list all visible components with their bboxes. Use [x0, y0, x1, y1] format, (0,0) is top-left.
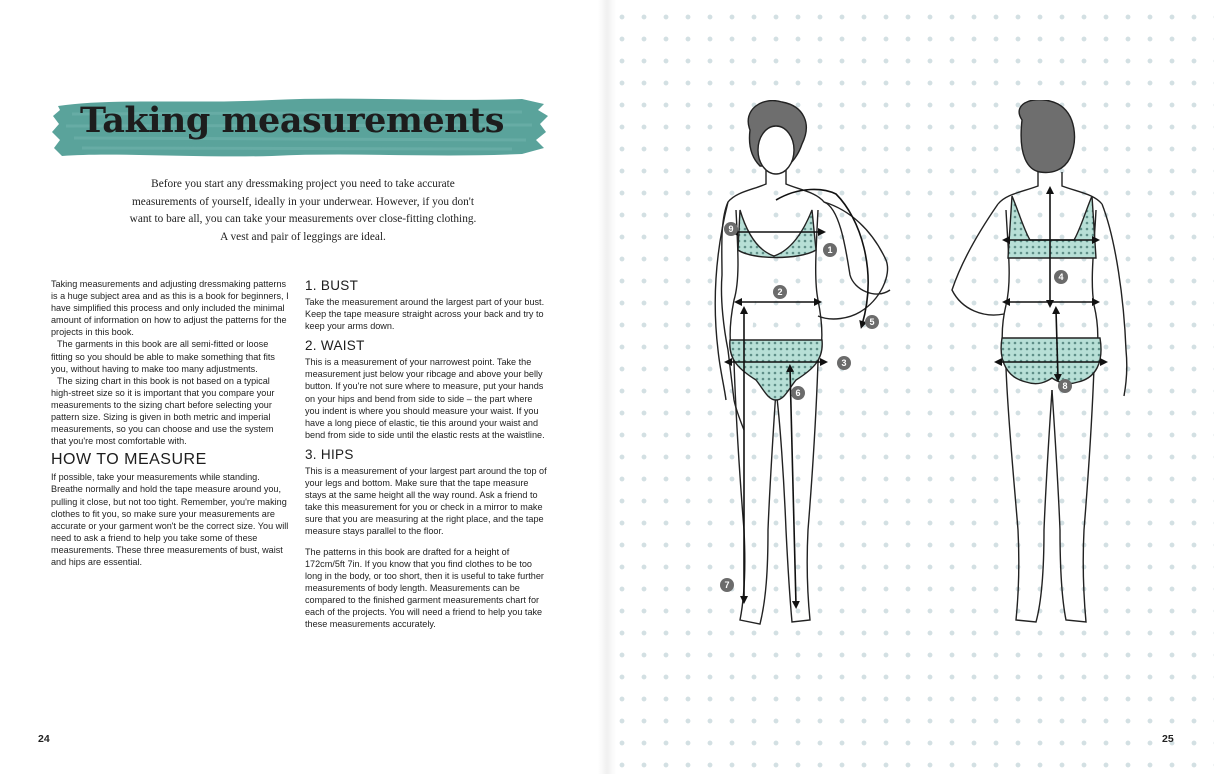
- measurement-figures-illustration: [700, 100, 1140, 640]
- body-paragraph: The sizing chart in this book is not based on a typical high-street size so it is important that you compare your measurements to the sizing chart before selecting your pattern size. Sizing is given in both metric and imperial measurements, so you can choose and use the system that you're most comfortable with.: [51, 375, 275, 447]
- marker-6: [791, 386, 805, 400]
- svg-text:8: 8: [1062, 381, 1068, 391]
- svg-text:5: 5: [869, 317, 875, 327]
- page-number-right: 25: [1162, 733, 1174, 745]
- body-paragraph: Taking measurements and adjusting dressmaking patterns is a huge subject area and as this is a book for beginners, I have simplified this process and only included the minimal amount of information on how to adjust the patterns for the projects in this book.: [51, 279, 289, 338]
- page-title: Taking measurements: [80, 100, 504, 141]
- hips-description: This is a measurement of your largest part around the top of your legs and bottom. Make sure that the tape measure stays at the same height all the way round. Ask a friend to take this measurement for you or check in a mirror to make sure that you are measuring at the right place, and the tape measure stays parallel to the floor.: [305, 465, 547, 537]
- svg-text:7: 7: [724, 580, 730, 590]
- heading-bust: 1. BUST: [305, 278, 359, 293]
- svg-text:2: 2: [777, 287, 783, 297]
- book-gutter: [598, 0, 616, 774]
- marker-8: [1058, 379, 1072, 393]
- left-text-column: [51, 278, 291, 568]
- svg-text:3: 3: [841, 358, 847, 368]
- page-number-left: 24: [38, 733, 50, 745]
- marker-1: [823, 243, 837, 257]
- bust-description: Take the measurement around the largest part of your bust. Keep the tape measure straight across your back and try to keep your arms down.: [305, 297, 545, 332]
- heading-waist: 2. WAIST: [305, 338, 365, 354]
- svg-text:9: 9: [728, 224, 734, 234]
- intro-paragraph: Before you start any dressmaking project you need to take accurate measurements of yourself, ideally in your underwear. However, if you don't want to bare all, you can take your measurements over close-fitting clothing. A vest and pair of leggings are ideal.: [129, 178, 477, 243]
- marker-4: [1054, 270, 1068, 284]
- waist-description: This is a measurement of your narrowest point. Take the measurement just below your ribcage and above your belly button. If you're not sure where to measure, put your hands on your hips and bend from side to side – the part where you indent is where you should measure your waist. If you have a long piece of elastic, tie this around your waist and bend from side to side until the elastic rests at the waistline.: [305, 357, 545, 440]
- body-paragraph: If possible, take your measurements while standing. Breathe normally and hold the tape measure around you, pulling it close, but not too tight. Remember, you're making clothes to fit you, so make sure your measurements are accurate or your garment won't be the correct size. You will need to ask a friend to help you take some of these measurements. These three measurements of bust, waist and hips are essential.: [51, 472, 289, 567]
- marker-9: [724, 222, 738, 236]
- section-heading-how-to-measure: HOW TO MEASURE: [51, 451, 207, 469]
- back-figure: [952, 100, 1127, 622]
- body-paragraph: The garments in this book are all semi-fitted or loose fitting so you should be able to make something that fits you, without having to make too many adjustments.: [51, 339, 275, 374]
- marker-5: [865, 315, 879, 329]
- heading-hips: 3. HIPS: [305, 446, 354, 462]
- height-description: The patterns in this book are drafted for a height of 172cm/5ft 7in. If you know that you find clothes to be too long in the body, or too short, then it is useful to take further measurements of body length. Measurements can be compared to the finished garment measurements chart for each of the projects. You will need a friend to help you take these measurements accurately.: [305, 546, 544, 630]
- svg-text:1: 1: [827, 245, 833, 255]
- marker-3: [837, 356, 851, 370]
- marker-7: [720, 578, 734, 592]
- marker-2: [773, 285, 787, 299]
- right-text-column: [305, 278, 548, 630]
- svg-text:4: 4: [1058, 272, 1064, 282]
- svg-text:6: 6: [795, 388, 801, 398]
